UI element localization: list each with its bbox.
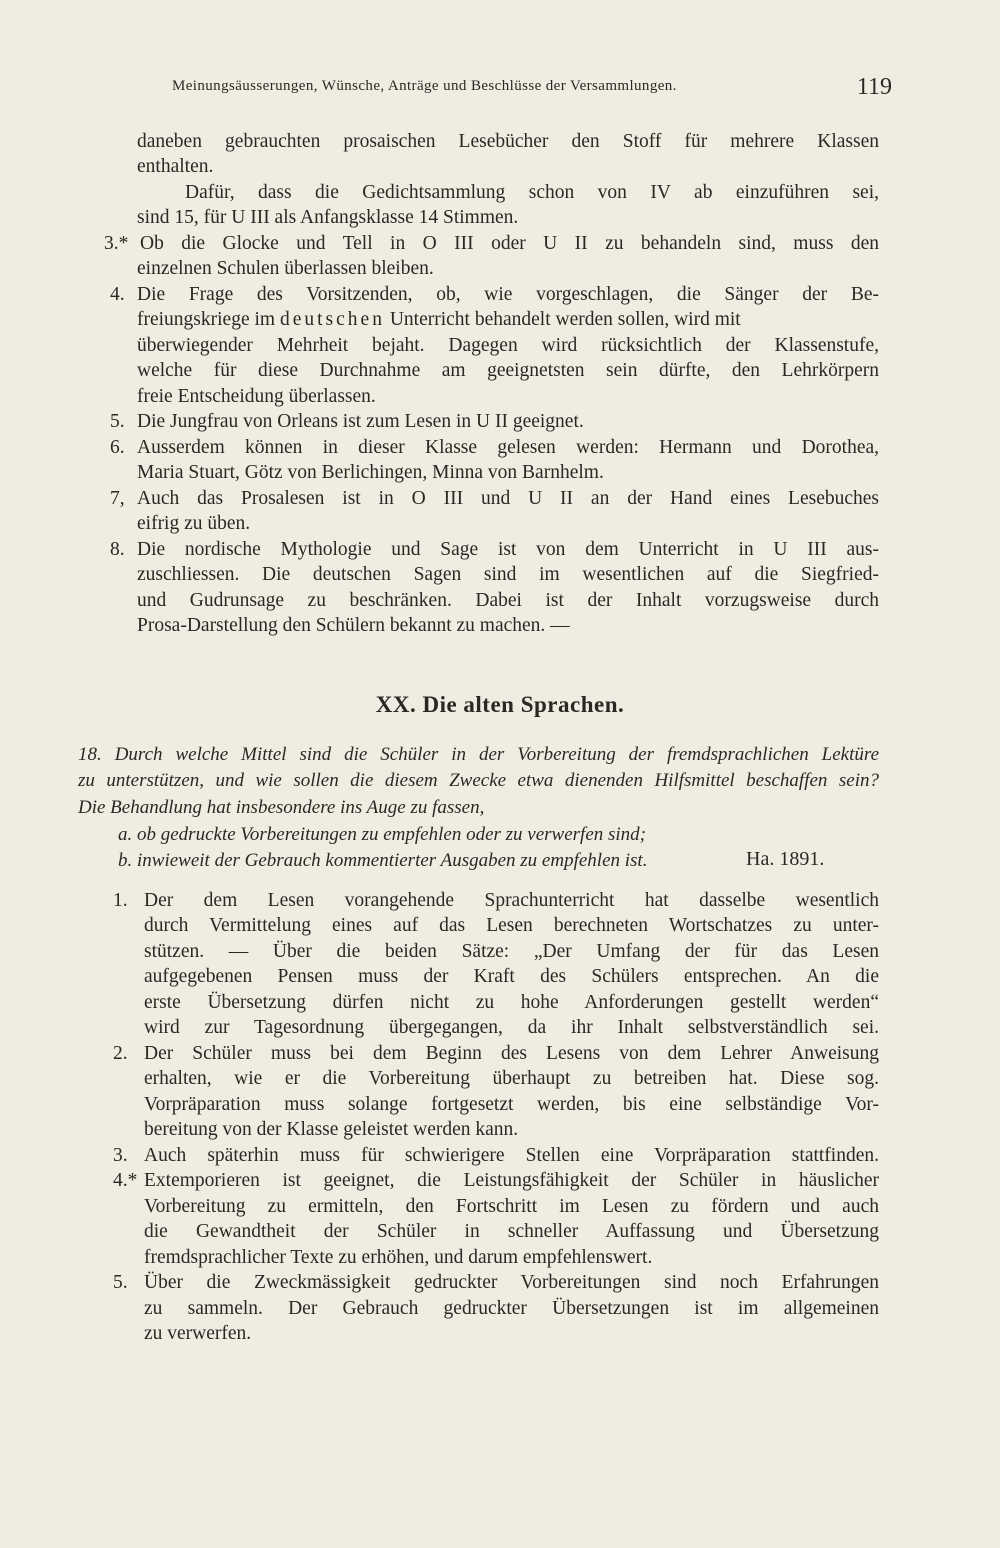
source-reference: Ha. 1891.	[746, 848, 825, 870]
text-line: sind 15, für U III als Anfangsklasse 14 Stimmen.	[137, 207, 519, 228]
text-line: die Gewandtheit der Schüler in schneller Auffassung und Übersetzung	[144, 1221, 879, 1242]
text-line: Der Schüler muss bei dem Beginn des Lesens von dem Lehrer Anweisung	[144, 1043, 879, 1064]
text-line: enthalten.	[137, 156, 214, 177]
text-line: einzelnen Schulen überlassen bleiben.	[137, 258, 434, 279]
question-option-a: a. ob gedruckte Vorbereitungen zu empfehlen oder zu verwerfen sind;	[118, 824, 647, 845]
text-line: Der dem Lesen vorangehende Sprachunterricht hat dasselbe wesentlich	[144, 890, 879, 911]
text-line: zu verwerfen.	[144, 1323, 252, 1344]
page-header	[172, 74, 892, 110]
text-line: Prosa-Darstellung den Schülern bekannt zu machen. —	[137, 615, 570, 636]
text-line: zu sammeln. Der Gebrauch gedruckter Übersetzungen ist im allgemeinen	[144, 1298, 879, 1319]
question-line: Die Behandlung hat insbesondere ins Auge zu fassen,	[78, 797, 485, 818]
text-line: erhalten, wie er die Vorbereitung überhaupt zu betreiben hat. Diese sog.	[144, 1068, 879, 1089]
text-line: eifrig zu üben.	[137, 513, 251, 534]
text-line: fremdsprachlicher Texte zu erhöhen, und darum empfehlenswert.	[144, 1247, 653, 1268]
running-title: Meinungsäusserungen, Wünsche, Anträge und Beschlüsse der Versammlungen.	[172, 78, 677, 94]
text-line: Die nordische Mythologie und Sage ist von dem Unterricht in U III aus-	[137, 539, 879, 560]
text-line: daneben gebrauchten prosaischen Lesebücher den Stoff für mehrere Klassen	[137, 131, 879, 152]
text-line: durch Vermittelung eines auf das Lesen berechneten Wortschatzes zu unter-	[144, 915, 879, 936]
text-segment: freiungskriege im	[137, 309, 280, 330]
text-line: und Gudrunsage zu beschränken. Dabei ist der Inhalt vorzugsweise durch	[137, 590, 879, 611]
text-line: Auch späterhin muss für schwierigere Stellen eine Vorpräparation stattfinden.	[144, 1145, 879, 1166]
text-line: Maria Stuart, Götz von Berlichingen, Minna von Barnhelm.	[137, 462, 604, 483]
item-number: 7,	[110, 488, 125, 509]
text-line: Vorpräparation muss solange fortgesetzt werden, bis eine selbständige Vor-	[144, 1094, 879, 1115]
item-number: 3.*	[104, 233, 129, 254]
text-line: Auch das Prosalesen ist in O III und U II an der Hand eines Lesebuches	[137, 488, 879, 509]
text-line: aufgegebenen Pensen muss der Kraft des Schülers entsprechen. An die	[144, 966, 879, 987]
question-line: 18. Durch welche Mittel sind die Schüler in der Vorbereitung der fremdsprachlichen Lektüre	[78, 744, 879, 765]
item-number: 8.	[110, 539, 125, 560]
item-number: 4.	[110, 284, 125, 305]
text-line: erste Übersetzung dürfen nicht zu hohe Anforderungen gestellt werden“	[144, 992, 879, 1013]
text-line: freie Entscheidung überlassen.	[137, 386, 376, 407]
item-number: 5.	[113, 1272, 128, 1293]
question-option-b: b. inwieweit der Gebrauch kommentierter Ausgaben zu empfehlen ist.	[118, 850, 648, 871]
text-line: Über die Zweckmässigkeit gedruckter Vorbereitungen sind noch Erfahrungen	[144, 1272, 879, 1293]
text-line: bereitung von der Klasse geleistet werden kann.	[144, 1119, 519, 1140]
item-number: 2.	[113, 1043, 128, 1064]
item-number: 5.	[110, 411, 125, 432]
item-number: 6.	[110, 437, 125, 458]
text-line: wird zur Tagesordnung übergegangen, da ihr Inhalt selbstverständlich sei.	[144, 1017, 879, 1038]
page-number: 119	[856, 74, 892, 100]
text-line: Die Jungfrau von Orleans ist zum Lesen in U II geeignet.	[137, 411, 584, 432]
text-line: welche für diese Durchnahme am geeignetsten sein dürfte, den Lehrkörpern	[137, 360, 879, 381]
text-line: Ob die Glocke und Tell in O III oder U II zu behandeln sind, muss den	[140, 233, 879, 254]
spaced-word: deutschen	[279, 309, 385, 330]
text-line	[137, 308, 879, 332]
text-line: Dafür, dass die Gedichtsammlung schon von IV ab einzuführen sei,	[185, 182, 879, 203]
text-line: überwiegender Mehrheit bejaht. Dagegen wird rücksichtlich der Klassenstufe,	[137, 335, 879, 356]
text-line: Die Frage des Vorsitzenden, ob, wie vorgeschlagen, die Sänger der Be-	[137, 284, 879, 305]
text-line: zuschliessen. Die deutschen Sagen sind im wesentlichen auf die Siegfried-	[137, 564, 879, 585]
item-number: 4.*	[113, 1170, 138, 1191]
question-line: zu unterstützen, und wie sollen die diesem Zwecke etwa dienenden Hilfsmittel beschaffen sein?	[78, 770, 879, 791]
text-line: Ausserdem können in dieser Klasse gelesen werden: Hermann und Dorothea,	[137, 437, 879, 458]
text-line: Extemporieren ist geeignet, die Leistungsfähigkeit der Schüler in häuslicher	[144, 1170, 879, 1191]
text-segment: Unterricht behandelt werden sollen, wird mit	[384, 309, 741, 330]
text-line: stützen. — Über die beiden Sätze: „Der Umfang der für das Lesen	[144, 941, 879, 962]
item-number: 1.	[113, 890, 128, 911]
item-number: 3.	[113, 1145, 128, 1166]
text-line: Vorbereitung zu ermitteln, den Fortschritt im Lesen zu fördern und auch	[144, 1196, 879, 1217]
section-heading: XX. Die alten Sprachen.	[375, 692, 625, 717]
